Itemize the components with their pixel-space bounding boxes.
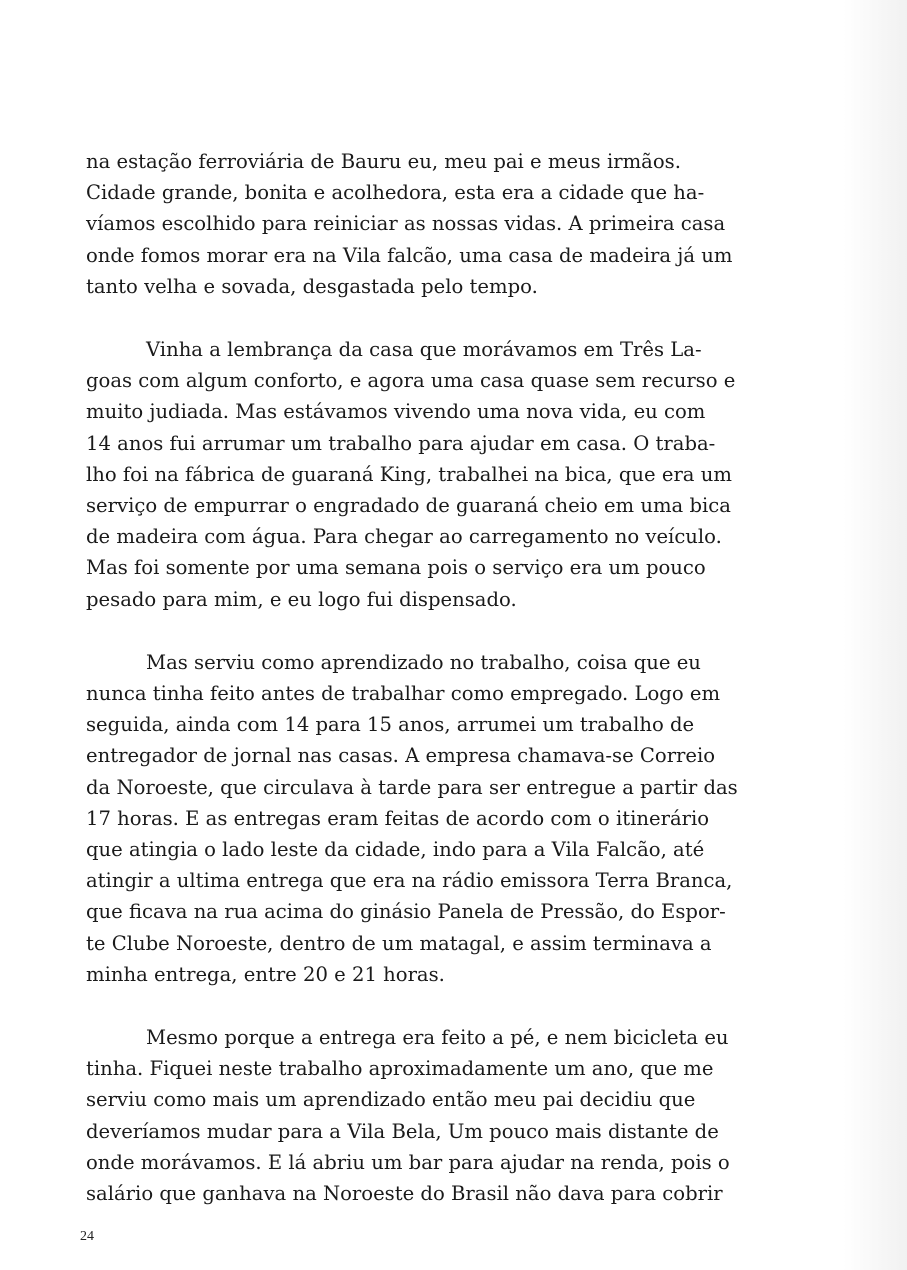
text-line: tanto velha e sovada, desgastada pelo tempo. xyxy=(86,274,538,298)
text-line: Mas foi somente por uma semana pois o serviço era um pouco xyxy=(86,556,706,580)
text-line: te Clube Noroeste, dentro de um matagal, e assim terminava a xyxy=(86,931,712,955)
text-line: Mas serviu como aprendizado no trabalho, coisa que eu xyxy=(146,650,701,674)
text-line: que ficava na rua acima do ginásio Panela de Pressão, do Espor- xyxy=(86,900,726,924)
paragraph-gap xyxy=(86,990,766,1022)
text-line: onde fomos morar era na Vila falcão, uma casa de madeira já um xyxy=(86,243,733,267)
text-line: Cidade grande, bonita e acolhedora, esta era a cidade que ha- xyxy=(86,181,705,205)
page-number: 24 xyxy=(80,1229,94,1244)
text-line: de madeira com água. Para chegar ao carregamento no veículo. xyxy=(86,525,722,549)
text-line: víamos escolhido para reiniciar as nossas vidas. A primeira casa xyxy=(86,212,726,236)
text-line: minha entrega, entre 20 e 21 horas. xyxy=(86,962,445,986)
paragraph-gap xyxy=(86,302,766,334)
text-line: seguida, ainda com 14 para 15 anos, arrumei um trabalho de xyxy=(86,713,695,737)
text-line: Mesmo porque a entrega era feito a pé, e nem bicicleta eu xyxy=(146,1026,729,1050)
text-line: deveríamos mudar para a Vila Bela, Um pouco mais distante de xyxy=(86,1119,719,1143)
text-line: 17 horas. E as entregas eram feitas de acordo com o itinerário xyxy=(86,806,710,830)
text-line: da Noroeste, que circulava à tarde para ser entregue a partir das xyxy=(86,775,738,799)
text-line: salário que ganhava na Noroeste do Brasil não dava para cobrir xyxy=(86,1182,723,1206)
paragraph-1 xyxy=(86,146,766,302)
text-line: atingir a ultima entrega que era na rádio emissora Terra Branca, xyxy=(86,869,733,893)
paragraph-gap xyxy=(86,615,766,647)
text-line: serviu como mais um aprendizado então meu pai decidiu que xyxy=(86,1088,696,1112)
text-line: muito judiada. Mas estávamos vivendo uma nova vida, eu com xyxy=(86,400,706,424)
text-line: goas com algum conforto, e agora uma casa quase sem recurso e xyxy=(86,369,736,393)
text-line: serviço de empurrar o engradado de guaraná cheio em uma bica xyxy=(86,494,731,518)
body-text xyxy=(86,146,766,1209)
text-line: lho foi na fábrica de guaraná King, trabalhei na bica, que era um xyxy=(86,462,732,486)
paragraph-4 xyxy=(86,1022,766,1209)
text-line: que atingia o lado leste da cidade, indo para a Vila Falcão, até xyxy=(86,838,705,862)
text-line: na estação ferroviária de Bauru eu, meu pai e meus irmãos. xyxy=(86,150,681,173)
paragraph-2 xyxy=(86,334,766,615)
text-line: Vinha a lembrança da casa que morávamos em Três La- xyxy=(146,338,702,362)
text-line: nunca tinha feito antes de trabalhar como empregado. Logo em xyxy=(86,682,721,706)
text-line: tinha. Fiquei neste trabalho aproximadamente um ano, que me xyxy=(86,1057,714,1081)
text-line: 14 anos fui arrumar um trabalho para ajudar em casa. O traba- xyxy=(86,431,716,455)
text-line: pesado para mim, e eu logo fui dispensado. xyxy=(86,587,517,611)
text-line: entregador de jornal nas casas. A empresa chamava-se Correio xyxy=(86,744,716,768)
paragraph-3 xyxy=(86,647,766,990)
text-line: onde morávamos. E lá abriu um bar para ajudar na renda, pois o xyxy=(86,1150,730,1174)
